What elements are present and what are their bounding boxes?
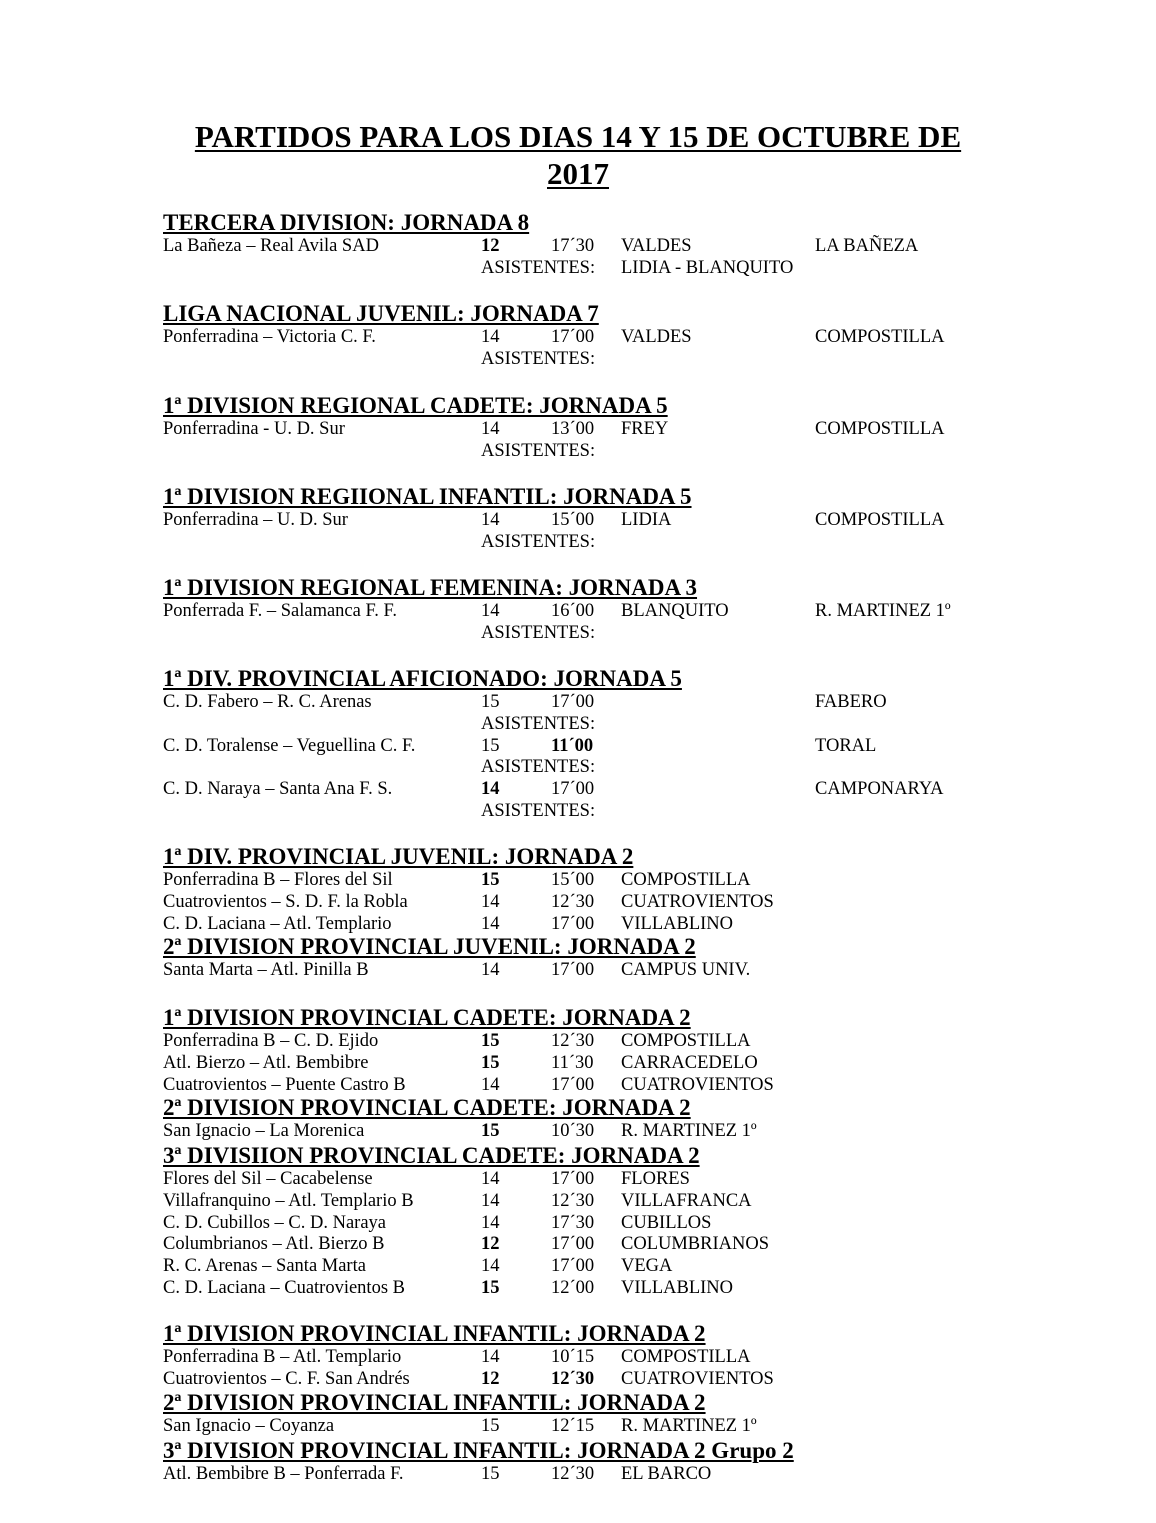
- match-teams: San Ignacio – La Morenica: [163, 1121, 365, 1141]
- match-referee: CUATROVIENTOS: [621, 891, 774, 912]
- match-referee: R. MARTINEZ 1º: [621, 1416, 757, 1436]
- match-teams: Cuatrovientos – S. D. F. la Robla: [163, 891, 408, 912]
- section-heading: 2ª DIVISION PROVINCIAL CADETE: JORNADA 2: [163, 1095, 691, 1120]
- section-heading: 1ª DIVISION REGIONAL FEMENINA: JORNADA 3: [163, 575, 698, 600]
- match-venue: FABERO: [815, 692, 887, 712]
- assistants-label: ASISTENTES:: [481, 348, 596, 369]
- match-venue: COMPOSTILLA: [815, 419, 945, 439]
- match-referee: LIDIA: [621, 510, 672, 530]
- match-time: 15´00: [551, 870, 595, 890]
- assistants-names: LIDIA - BLANQUITO: [621, 257, 794, 278]
- match-time: 17´00: [551, 692, 595, 712]
- match-referee: VEGA: [621, 1256, 673, 1277]
- match-time: 12´30: [551, 1190, 595, 1211]
- match-day: 15: [481, 1416, 500, 1436]
- match-teams: Columbrianos – Atl. Bierzo B: [163, 1234, 385, 1255]
- match-teams: C. D. Laciana – Atl. Templario: [163, 913, 392, 934]
- assistants-label: ASISTENTES:: [481, 757, 596, 778]
- section-heading: 1ª DIVISION PROVINCIAL INFANTIL: JORNADA 2: [163, 1321, 706, 1346]
- match-time: 11´30: [551, 1052, 594, 1073]
- match-time: 15´00: [551, 510, 595, 530]
- match-day: 14: [481, 327, 500, 347]
- section-heading: 3ª DIVISION PROVINCIAL INFANTIL: JORNADA 2 Grupo 2: [163, 1438, 794, 1463]
- match-referee: VALDES: [621, 327, 692, 347]
- match-referee: R. MARTINEZ 1º: [621, 1121, 757, 1141]
- section-heading: 3ª DIVISIION PROVINCIAL CADETE: JORNADA 2: [163, 1143, 700, 1168]
- match-venue: COMPOSTILLA: [815, 510, 945, 530]
- assistants-label: ASISTENTES:: [481, 713, 596, 734]
- match-venue: CAMPONARYA: [815, 779, 944, 800]
- match-day: 14: [481, 1256, 500, 1277]
- assistants-label: ASISTENTES:: [481, 800, 596, 821]
- match-time: 12´30: [551, 891, 595, 912]
- match-teams: Atl. Bierzo – Atl. Bembibre: [163, 1052, 369, 1073]
- match-time: 17´00: [551, 327, 595, 347]
- match-teams: Flores del Sil – Cacabelense: [163, 1169, 373, 1189]
- match-day: 14: [481, 1212, 500, 1233]
- match-day: 14: [481, 913, 500, 934]
- match-time: 12´30: [551, 1031, 595, 1051]
- match-time: 17´00: [551, 1169, 595, 1189]
- match-day: 15: [481, 1052, 500, 1073]
- match-teams: Cuatrovientos – C. F. San Andrés: [163, 1368, 410, 1389]
- match-venue: COMPOSTILLA: [815, 327, 945, 347]
- match-day: 15: [481, 870, 500, 890]
- match-venue: TORAL: [815, 735, 877, 756]
- match-referee: CUATROVIENTOS: [621, 1368, 774, 1389]
- match-day: 14: [481, 1190, 500, 1211]
- match-day: 14: [481, 1074, 500, 1095]
- match-teams: Ponferradina B – Atl. Templario: [163, 1347, 402, 1367]
- page-title: [170, 118, 986, 192]
- match-time: 16´00: [551, 601, 595, 621]
- match-teams: Villafranquino – Atl. Templario B: [163, 1190, 414, 1211]
- match-time: 10´15: [551, 1347, 595, 1367]
- match-referee: BLANQUITO: [621, 601, 729, 621]
- match-time: 12´00: [551, 1277, 595, 1298]
- match-time: 12´30: [551, 1368, 595, 1389]
- match-referee: VILLABLINO: [621, 913, 734, 934]
- match-referee: CUBILLOS: [621, 1212, 712, 1233]
- match-day: 15: [481, 1464, 500, 1484]
- match-day: 15: [481, 692, 500, 712]
- section-heading: 1ª DIV. PROVINCIAL JUVENIL: JORNADA 2: [163, 844, 634, 869]
- match-teams: C. D. Naraya – Santa Ana F. S.: [163, 779, 393, 800]
- match-day: 15: [481, 1277, 500, 1298]
- match-referee: VALDES: [621, 236, 692, 256]
- match-day: 14: [481, 960, 500, 980]
- match-teams: Ponferrada F. – Salamanca F. F.: [163, 601, 397, 621]
- match-venue: R. MARTINEZ 1º: [815, 601, 951, 621]
- match-day: 12: [481, 236, 500, 256]
- match-day: 14: [481, 601, 500, 621]
- match-referee: CARRACEDELO: [621, 1052, 758, 1073]
- match-day: 14: [481, 1347, 500, 1367]
- match-teams: Ponferradina - U. D. Sur: [163, 419, 345, 439]
- match-referee: CAMPUS UNIV.: [621, 960, 751, 980]
- assistants-label: ASISTENTES:: [481, 622, 596, 643]
- match-day: 12: [481, 1234, 500, 1255]
- match-referee: VILLABLINO: [621, 1277, 734, 1298]
- section-heading: 1ª DIV. PROVINCIAL AFICIONADO: JORNADA 5: [163, 666, 682, 691]
- match-day: 15: [481, 1121, 500, 1141]
- match-time: 17´00: [551, 779, 595, 800]
- match-referee: CUATROVIENTOS: [621, 1074, 774, 1095]
- match-venue: LA BAÑEZA: [815, 236, 919, 256]
- match-teams: C. D. Toralense – Veguellina C. F.: [163, 735, 416, 756]
- match-referee: FLORES: [621, 1169, 690, 1189]
- match-time: 17´00: [551, 1234, 595, 1255]
- match-day: 15: [481, 1031, 500, 1051]
- match-referee: EL BARCO: [621, 1464, 712, 1484]
- section-heading: 2ª DIVISION PROVINCIAL JUVENIL: JORNADA 2: [163, 934, 696, 959]
- section-heading: 1ª DIVISION REGIIONAL INFANTIL: JORNADA 5: [163, 484, 692, 509]
- match-time: 17´30: [551, 236, 595, 256]
- match-time: 10´30: [551, 1121, 595, 1141]
- match-time: 13´00: [551, 419, 595, 439]
- match-day: 15: [481, 735, 500, 756]
- match-day: 14: [481, 891, 500, 912]
- assistants-label: ASISTENTES:: [481, 440, 596, 461]
- match-referee: COMPOSTILLA: [621, 1031, 751, 1051]
- match-day: 12: [481, 1368, 500, 1389]
- match-time: 17´00: [551, 1074, 595, 1095]
- match-teams: C. D. Laciana – Cuatrovientos B: [163, 1277, 405, 1298]
- match-teams: Ponferradina – Victoria C. F.: [163, 327, 376, 347]
- match-referee: COMPOSTILLA: [621, 870, 751, 890]
- match-day: 14: [481, 779, 500, 800]
- match-teams: Ponferradina – U. D. Sur: [163, 510, 348, 530]
- match-time: 17´00: [551, 1256, 595, 1277]
- match-day: 14: [481, 419, 500, 439]
- match-day: 14: [481, 1169, 500, 1189]
- section-heading: LIGA NACIONAL JUVENIL: JORNADA 7: [163, 301, 599, 326]
- match-teams: Atl. Bembibre B – Ponferrada F.: [163, 1464, 404, 1484]
- match-referee: FREY: [621, 419, 669, 439]
- section-heading: 2ª DIVISION PROVINCIAL INFANTIL: JORNADA 2: [163, 1390, 706, 1415]
- section-heading: 1ª DIVISION PROVINCIAL CADETE: JORNADA 2: [163, 1005, 691, 1030]
- match-teams: La Bañeza – Real Avila SAD: [163, 236, 379, 256]
- match-teams: C. D. Cubillos – C. D. Naraya: [163, 1212, 387, 1233]
- match-time: 11´00: [551, 735, 594, 756]
- assistants-label: ASISTENTES:: [481, 531, 596, 552]
- match-time: 12´15: [551, 1416, 595, 1436]
- match-teams: C. D. Fabero – R. C. Arenas: [163, 692, 372, 712]
- match-referee: COMPOSTILLA: [621, 1347, 751, 1367]
- match-referee: COLUMBRIANOS: [621, 1234, 770, 1255]
- match-teams: San Ignacio – Coyanza: [163, 1416, 335, 1436]
- match-teams: R. C. Arenas – Santa Marta: [163, 1256, 366, 1277]
- match-referee: VILLAFRANCA: [621, 1190, 752, 1211]
- match-teams: Ponferradina B – Flores del Sil: [163, 870, 393, 890]
- match-time: 17´30: [551, 1212, 595, 1233]
- match-teams: Santa Marta – Atl. Pinilla B: [163, 960, 369, 980]
- section-heading: TERCERA DIVISION: JORNADA 8: [163, 210, 530, 235]
- match-teams: Ponferradina B – C. D. Ejido: [163, 1031, 379, 1051]
- match-time: 17´00: [551, 913, 595, 934]
- match-day: 14: [481, 510, 500, 530]
- assistants-label: ASISTENTES:: [481, 257, 596, 278]
- title-line-2: 2017: [547, 156, 609, 191]
- match-teams: Cuatrovientos – Puente Castro B: [163, 1074, 406, 1095]
- section-heading: 1ª DIVISION REGIONAL CADETE: JORNADA 5: [163, 393, 668, 418]
- match-time: 17´00: [551, 960, 595, 980]
- title-line-1: PARTIDOS PARA LOS DIAS 14 Y 15 DE OCTUBRE DE: [194, 119, 962, 154]
- match-time: 12´30: [551, 1464, 595, 1484]
